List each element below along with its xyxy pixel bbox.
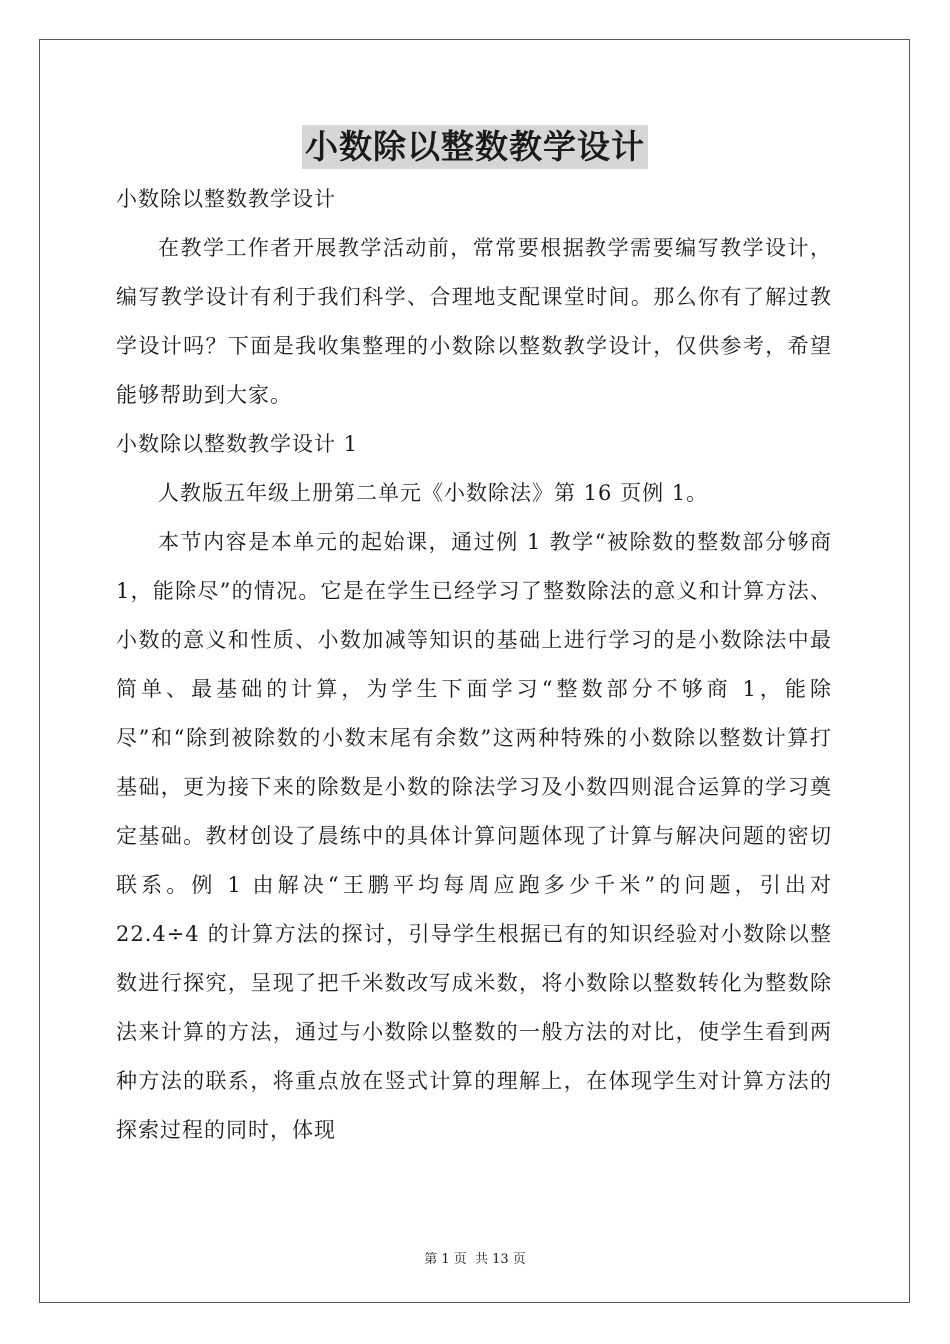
total-pages: 共 13 页: [474, 1252, 526, 1267]
subtitle-paragraph: 小数除以整数教学设计: [116, 187, 336, 211]
intro-paragraph: 在教学工作者开展教学活动前，常常要根据教学需要编写教学设计，编写教学设计有利于我们科学、合理地支配课堂时间。那么你有了解过教学设计吗？下面是我收集整理的小数除以整数教学设计，仅供参考，希望能够帮助到大家。: [116, 236, 832, 407]
textbook-reference-paragraph: 人教版五年级上册第二单元《小数除法》第 16 页例 1。: [158, 481, 709, 505]
document-title: 小数除以整数教学设计: [302, 125, 648, 169]
page-number: 第 1 页: [424, 1252, 467, 1267]
section-heading: 小数除以整数教学设计 1: [116, 432, 359, 456]
analysis-paragraph: 本节内容是本单元的起始课，通过例 1 教学“被除数的整数部分够商 1，能除尽”的情况。它是在学生已经学习了整数除法的意义和计算方法、小数的意义和性质、小数加减等知识的基础上进行学习的是小数除法中最简单、最基础的计算，为学生下面学习“整数部分不够商 1，能除尽”和“除到被除数的小数末尾有余数”这两种特殊的小数除以整数计算打基础，更为接下来的除数是小数的除法学习及小数四则混合运算的学习奠定基础。教材创设了晨练中的具体计算问题体现了计算与解决问题的密切联系。例 1 由解决“王鹏平均每周应跑多少千米”的问题，引出对 22.4÷4 的计算方法的探讨，引导学生根据已有的知识经验对小数除以整数进行探究，呈现了把千米数改写成米数，将小数除以整数转化为整数除法来计算的方法，通过与小数除以整数的一般方法的对比，使学生看到两种方法的联系，将重点放在竖式计算的理解上，在体现学生对计算方法的探索过程的同时，体现: [116, 530, 832, 1142]
document-body: [116, 175, 832, 1155]
page-footer: [0, 1251, 950, 1269]
title-container: [0, 125, 950, 169]
